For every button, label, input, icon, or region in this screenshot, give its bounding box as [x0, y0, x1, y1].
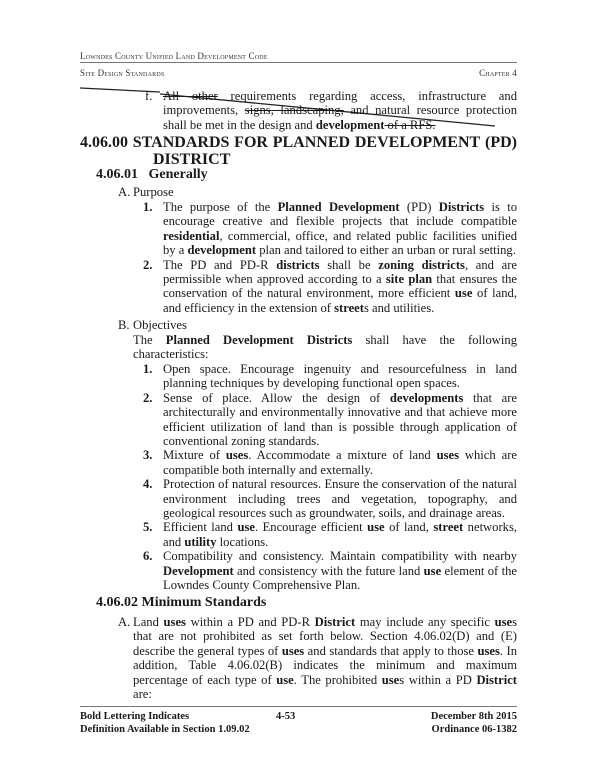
- text-segment: which are compatible both internally and externally.: [163, 448, 517, 477]
- list-item: [143, 549, 517, 593]
- header-section: Site Design Standards: [80, 68, 165, 78]
- text-segment: element of the Lowndes County Comprehensive Plan.: [163, 563, 517, 593]
- text-segment: The PD and PD-R: [163, 257, 277, 272]
- item-text: [163, 549, 517, 592]
- defined-term: use: [423, 563, 442, 578]
- defined-term: Districts: [438, 200, 485, 214]
- subsection-heading: [96, 168, 208, 182]
- text-segment: that ensures the conservation of the natural environment, more efficient: [163, 272, 517, 301]
- item-text: [163, 391, 517, 449]
- defined-term: use: [276, 672, 294, 687]
- text-segment: that are architecturally and environmentally innovative and that achieve more efficient utilization of land than is possible through application of conventional zoning standards.: [163, 390, 517, 449]
- text-segment: Land: [133, 615, 164, 629]
- item-text: [163, 448, 517, 477]
- heading-word: STANDARDS: [132, 134, 230, 151]
- defined-term: uses: [225, 448, 249, 463]
- text-segment: requirements regarding access, infrastructure and improvements,: [163, 89, 517, 118]
- text-segment: Protection of natural resources. Ensure the conservation of the natural environment including trees and vegetation, topography, and geological resources such as groundwater, soils, and drainage areas.: [163, 477, 517, 521]
- text-segment: . Encourage efficient: [254, 520, 368, 535]
- defined-term: use: [494, 615, 513, 629]
- defined-term: Planned Development Districts: [165, 333, 353, 347]
- defined-term: street: [433, 520, 464, 535]
- item-text: [163, 477, 517, 520]
- footer-date: December 8th 2015: [430, 711, 517, 722]
- header-chapter: Chapter 4: [479, 68, 517, 78]
- list-item: [143, 257, 517, 316]
- text-segment: Efficient land: [163, 520, 238, 535]
- footer-rule: [80, 706, 517, 707]
- page-number: 4-53: [276, 711, 296, 722]
- item-text: [163, 520, 517, 549]
- objectives-label: Objectives: [133, 318, 187, 332]
- text-segment: shall be: [319, 257, 379, 272]
- subsection-heading: [96, 596, 266, 610]
- item-text: [163, 200, 517, 258]
- defined-term: uses: [436, 448, 459, 463]
- struck-text: signs, landscaping,: [244, 103, 344, 118]
- item-number: 1.: [143, 362, 153, 376]
- text-segment: and standards that apply to those: [304, 643, 478, 658]
- heading-line2: DISTRICT: [153, 151, 231, 168]
- text-segment: , and are permissible when approved according to a: [163, 257, 517, 287]
- text-segment: Compatibility and consistency. Maintain compatibility with nearby: [163, 549, 517, 564]
- text-segment: Sense of place. Allow the design of: [163, 390, 390, 405]
- text-segment: of land, and efficiency in the extension of: [163, 286, 517, 315]
- objectives-marker: B.: [118, 318, 130, 332]
- text-segment: of land,: [384, 520, 434, 535]
- item-number: 4.: [143, 477, 153, 492]
- text-segment: s and utilities.: [363, 300, 435, 315]
- struck-text: All other: [163, 89, 218, 103]
- text-segment: locations.: [216, 534, 269, 549]
- subsection-title: Minimum Standards: [141, 595, 267, 610]
- text-segment: and consistency with the future land: [233, 563, 424, 578]
- item-number: 3.: [143, 448, 153, 463]
- item-marker: f.: [145, 89, 153, 103]
- list-item: [143, 520, 517, 549]
- text-segment: . In addition, Table 4.06.02(B) indicates the minimum and maximum percentage of each type of: [133, 643, 517, 687]
- objectives-list: [143, 362, 517, 593]
- defined-term: District: [314, 615, 356, 629]
- item-number: 2.: [143, 390, 153, 405]
- item-number: 5.: [143, 520, 153, 535]
- header-rule: [80, 62, 517, 63]
- footer-left: [80, 710, 250, 736]
- purpose-marker: A.: [118, 185, 131, 199]
- text-segment: networks, and: [163, 520, 517, 549]
- item-number: 1.: [143, 200, 153, 214]
- list-item: [143, 200, 517, 258]
- heading-word: FOR: [234, 134, 268, 151]
- text-segment: plan and tailored to either an urban or rural setting.: [256, 243, 516, 258]
- text-segment: The purpose of the: [163, 200, 278, 214]
- defined-term: District: [476, 672, 517, 687]
- list-item: [143, 390, 517, 449]
- item-f-text: [163, 89, 517, 132]
- subsection-title: Generally: [148, 167, 208, 182]
- list-item: [143, 477, 517, 521]
- section-number: 4.06.00: [80, 134, 128, 151]
- header-title: Lowndes County Unified Land Development Code: [80, 51, 268, 61]
- item-text: [163, 362, 517, 391]
- defined-term: use: [367, 520, 385, 535]
- heading-word: PLANNED: [272, 134, 351, 151]
- text-segment: and natural resource protection shall be met in the design and: [163, 103, 517, 132]
- defined-term: utility: [184, 534, 217, 549]
- text-segment: is to encourage creative and flexible projects that include compatible: [163, 200, 517, 229]
- defined-term: Development: [163, 563, 234, 578]
- standards-text: [133, 615, 517, 701]
- subsection-number: 4.06.02: [96, 595, 138, 610]
- defined-term: districts: [276, 257, 320, 272]
- defined-term: use: [237, 520, 255, 535]
- standards-marker: A.: [118, 615, 131, 629]
- text-segment: s within a PD: [399, 672, 477, 687]
- section-heading: [80, 134, 517, 168]
- text-segment: s that are not prohibited as set forth below. Section 4.06.02(D) and (E) describe the general types of: [133, 615, 518, 658]
- defined-term: development: [187, 243, 257, 258]
- defined-term: uses: [477, 643, 500, 658]
- footer-left-line2: Definition Available in Section 1.09.02: [80, 724, 250, 735]
- text-segment: The: [133, 333, 166, 347]
- defined-term: Planned Development: [277, 200, 400, 214]
- text-segment: (PD): [399, 200, 439, 214]
- heading-word: (PD): [484, 134, 517, 151]
- defined-term: use: [454, 286, 473, 301]
- footer-left-line1: Bold Lettering Indicates: [80, 711, 190, 722]
- text-segment: Open space. Encourage ingenuity and resourcefulness in land planning techniques by developing functional open spaces.: [163, 362, 517, 391]
- list-item: [143, 362, 517, 391]
- text-segment: within a PD and PD-R: [185, 615, 315, 629]
- defined-term: street: [334, 300, 364, 315]
- item-text: [163, 258, 517, 316]
- text-segment: are:: [133, 687, 152, 702]
- text-segment: , commercial, office, and related public facilities unified by a: [163, 228, 517, 258]
- defined-term: development: [315, 117, 385, 132]
- objectives-intro: [133, 333, 517, 362]
- footer-right: [431, 710, 517, 736]
- defined-term: developments: [389, 390, 464, 405]
- item-number: 6.: [143, 549, 153, 564]
- defined-term: zoning districts: [378, 257, 465, 272]
- struck-text: of a RFS.: [384, 117, 436, 132]
- purpose-list: [143, 200, 517, 315]
- purpose-label: Purpose: [133, 185, 174, 199]
- text-segment: . Accommodate a mixture of land: [248, 448, 437, 463]
- defined-term: use: [381, 672, 400, 687]
- defined-term: site plan: [385, 272, 433, 287]
- defined-term: uses: [281, 643, 305, 658]
- defined-term: uses: [163, 615, 186, 629]
- text-segment: . The prohibited: [293, 672, 382, 687]
- footer-ordinance: Ordinance 06-1382: [431, 724, 517, 735]
- subsection-number: 4.06.01: [96, 167, 138, 182]
- text-segment: Mixture of: [163, 448, 226, 463]
- text-segment: may include any specific: [355, 615, 495, 629]
- heading-word: DEVELOPMENT: [354, 134, 481, 151]
- defined-term: residential: [163, 228, 220, 243]
- item-number: 2.: [143, 257, 153, 272]
- text-segment: shall have the following characteristics:: [133, 333, 517, 362]
- list-item: [143, 448, 517, 477]
